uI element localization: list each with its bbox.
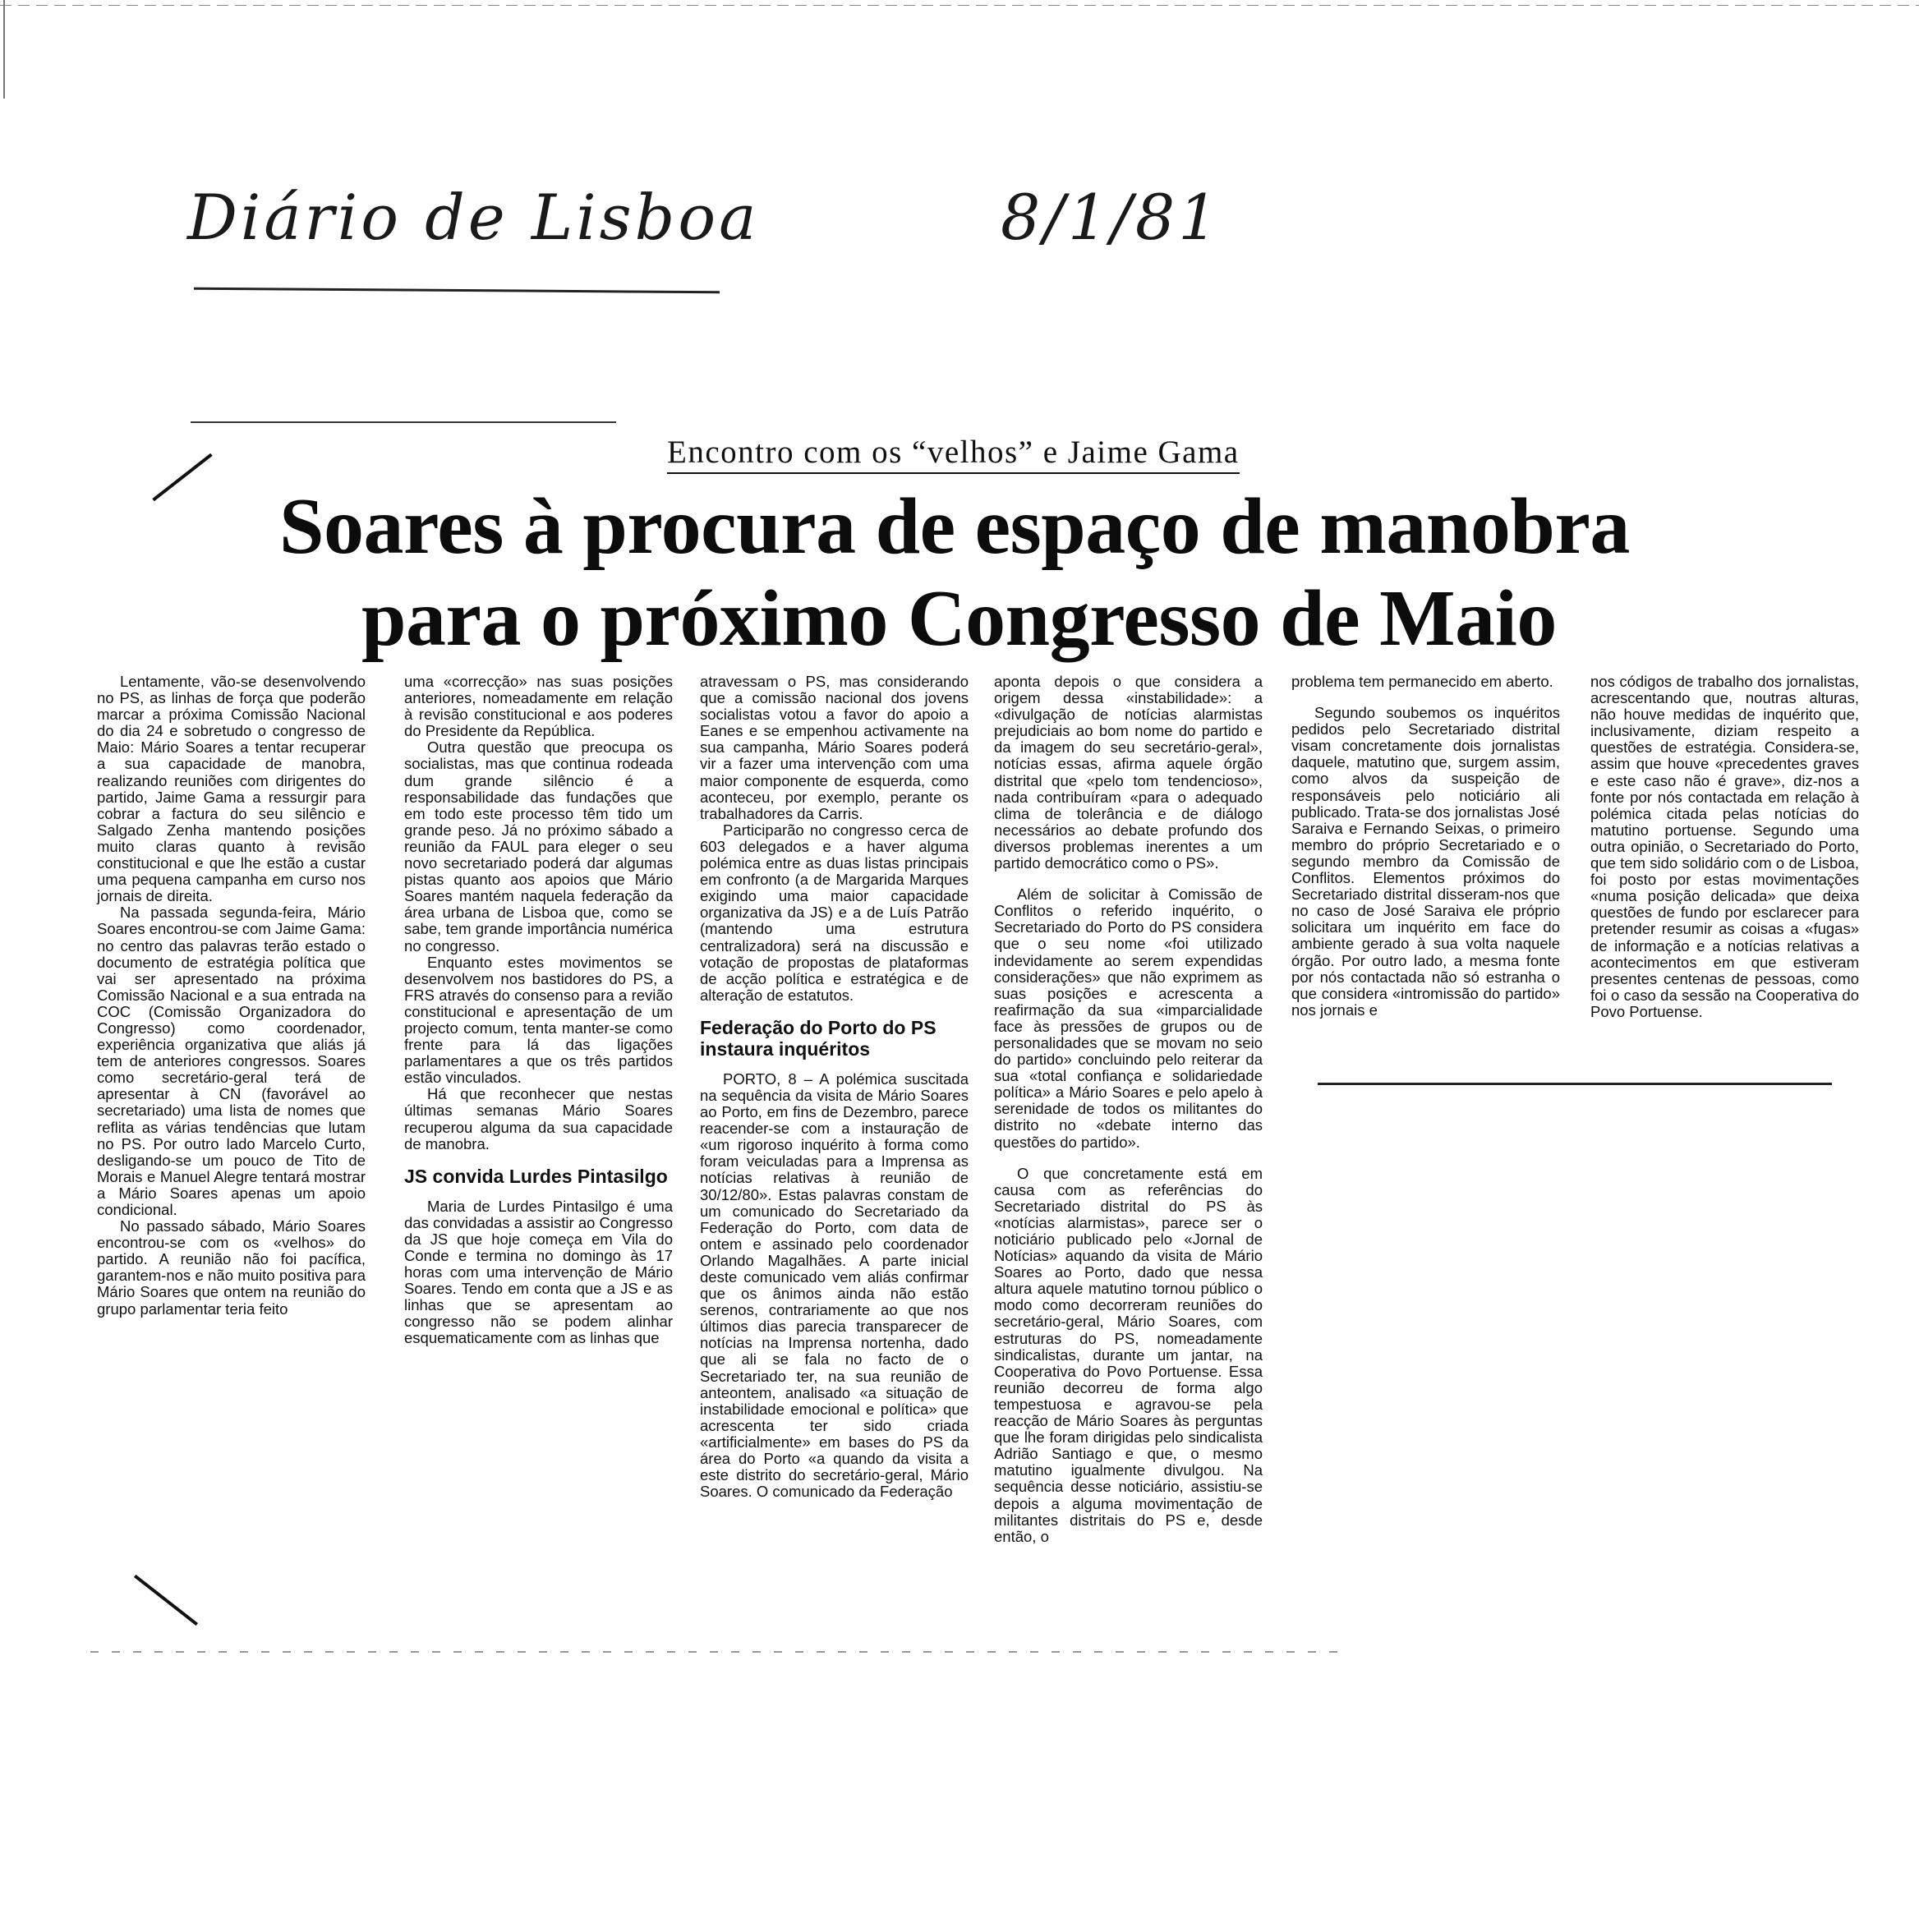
- paragraph: nos códigos de trabalho dos jornalistas, acrescentando que, noutras alturas, não houve medidas de inquérito que, inclusivamente, diziam respeito a questões de estratégia. Considera-se, assim que houve «precedentes graves e este caso não é grave», diz-nos a fonte por nós contactada em relação à polémica citada pelas notícias do matutino portuense. Segundo uma outra opinião, o Secretariado do Porto, que tem sido solidário com o de Lisboa, foi posto por estas movimentações «numa posição delicada» que deixa questões de fundo por esclarecer para pretender resumir as coisas a «fugas» de informação e a notícias relativas a acontecimentos em que estiveram presentes centenas de pessoas, como foi o caso da sessão na Cooperativa do Povo Portuense.: [1590, 673, 1859, 1020]
- paragraph: Segundo soubemos os inquéritos pedidos pelo Secretariado distrital visam concretamente dois jornalistas daquele, matutino que, surgem assim, como alvos da suspeição de responsáveis pelo noticiário ali publicado. Trata-se dos jornalistas José Saraiva e Fernando Seixas, o primeiro membro do próprio Secretariado e o segundo membro da Comissão de Conflitos. Elementos próximos do Secretariado distrital disseram-nos que no caso de José Saraiva ele próprio solicitara um inquérito em face do ambiente gerado à sua volta naquele órgão. Por outro lado, a mesma fonte por nós contactada não só estranha o que considera «intromissão do partido» nos jornais e: [1291, 704, 1560, 1019]
- paragraph: Além de solicitar à Comissão de Conflitos o referido inquérito, o Secretariado do Porto do PS considera que o seu nome «foi utilizado indevidamente ao serem expendidas considerações» que não exprimem as suas posições e acrescenta a reafirmação da sua «imparcialidade face às pressões de grupos ou de personalidades que se movam no seio do partido» concluindo pelo reiterar da sua «total confiança e solidariedade política» a Mário Soares e pelo apelo à serenidade de todos os militantes do distrito no «debate interno das questões do partido».: [994, 886, 1263, 1151]
- headline-line-2: para o próximo Congresso de Maio: [361, 574, 1557, 663]
- paragraph: problema tem permanecido em aberto.: [1291, 673, 1553, 690]
- paragraph: No passado sábado, Mário Soares encontrou-se com os «velhos» do partido. A reunião não foi pacífica, garantem-nos e não muito positiva para Mário Soares que ontem na reunião do grupo parlamentar teria feito: [97, 1217, 366, 1318]
- article-column-4: [994, 674, 1263, 1545]
- paragraph: Há que reconhecer que nestas últimas semanas Mário Soares recuperou alguma da sua capacidade de manobra.: [404, 1085, 673, 1152]
- paragraph: Na passada segunda-feira, Mário Soares encontrou-se com Jaime Gama: no centro das palavras terão estado o documento de estratégia política que vai ser apresentado na próxima Comissão Nacional e a sua entrada na COC (Comissão Organizadora do Congresso) como coordenador, experiência organizativa que aliás já tem de anteriores congressos. Soares como secretário-geral terá de apresentar à CN (favorável ao secretariado) uma lista de nomes que reflita as várias tendências que lutam no PS. Por outro lado Marcelo Curto, desligando-se um pouco de Tito de Morais e Manuel Alegre tentará mostrar a Mário Soares apenas um apoio condicional.: [97, 904, 366, 1218]
- paragraph: Outra questão que preocupa os socialistas, mas que continua rodeada dum grande silêncio é a responsabilidade das fundações que em todo este processo têm tido um grande peso. Já no próximo sábado a reunião da FAUL para eleger o seu novo secretariado poderá dar algumas pistas quanto aos apoios que Mário Soares mantém naquela federação da área urbana de Lisboa que, como se sabe, tem grande importância numérica no congresso.: [404, 738, 673, 954]
- paragraph: PORTO, 8 – A polémica suscitada na sequência da visita de Mário Soares ao Porto, em fins de Dezembro, parece reacender-se com a instauração de «um rigoroso inquérito à forma como foram veiculadas para a Imprensa as notícias relativas à reunião de 30/12/80». Estas palavras constam de um comunicado do Secretariado da Federação do Porto, com data de ontem e assinado pelo coordenador Orlando Magalhães. A parte inicial deste comunicado vem aliás confirmar que os ânimos ainda não estão serenos, contrariamente ao que nos últimos dias parecia transparecer de notícias na Imprensa nortenha, dado que ali se fala no facto de o Secretariado ter, na sua reunião de anteontem, analisado «a situação de instabilidade emocional e política» que acrescenta ter sido criada «artificialmente» em bases do PS da área do Porto «a quando da visita a este distrito do secretário-geral, Mário Soares. O comunicado da Federação: [700, 1070, 969, 1501]
- article-kicker: Encontro com os “velhos” e Jaime Gama: [667, 434, 1240, 474]
- header-rule: [191, 421, 616, 423]
- article-end-rule: [1318, 1083, 1832, 1085]
- handwritten-underline: [194, 288, 720, 293]
- paragraph: uma «correcção» nas suas posições anteriores, nomeadamente em relação à revisão constitucional e aos poderes do Presidente da República.: [404, 673, 673, 740]
- scan-edge-left: [3, 0, 5, 99]
- scan-edge-top: [0, 5, 1919, 6]
- headline-line-1: Soares à procura de espaço de manobra: [279, 482, 1630, 571]
- handwritten-source: Diário de Lisboa: [187, 181, 760, 254]
- article-column-5: [1291, 674, 1560, 1019]
- paragraph: atravessam o PS, mas considerando que a comissão nacional dos jovens socialistas votou a favor do apoio a Eanes e se empenhou activamente na sua campanha, Mário Soares poderá vir a fazer uma intervenção com uma maior componente de esquerda, como aconteceu, por exemplo, perante os trabalhadores da Carris.: [700, 673, 969, 822]
- paragraph: O que concretamente está em causa com as referências do Secretariado distrital do PS às «notícias alarmistas», parece ser o noticiário publicado pelo «Jornal de Notícias» aquando da visita de Mário Soares ao Porto, dado que nessa altura aquele matutino tornou público o modo como decorreram reuniões do secretário-geral, Mário Soares, com estruturas do PS, nomeadamente sindicalistas, durante um jantar, na Cooperativa do Povo Portuense. Essa reunião decorreu de forma algo tempestuosa e agravou-se pela reacção de Mário Soares às perguntas que lhe foram dirigidas pelo sindicalista Adrião Santiago e que, o mesmo matutino igualmente divulgou. Na sequência desse noticiário, assistiu-se depois a alguma movimentação de militantes distritais do PS e, desde então, o: [994, 1164, 1263, 1545]
- subheading-js: JS convida Lurdes Pintasilgo: [404, 1165, 668, 1187]
- article-column-1: [97, 674, 366, 1318]
- handwritten-date: 8/1/81: [1001, 181, 1222, 254]
- pen-mark-top: [152, 453, 212, 502]
- subheading-porto: Federação do Porto do PS instaura inquéritos: [700, 1016, 936, 1060]
- paragraph: Maria de Lurdes Pintasilgo é uma das convidadas a assistir ao Congresso da JS que hoje começa em Vila do Conde e termina no domingo às 17 horas com uma intervenção de Mário Soares. Tendo em conta que a JS e as linhas que se apresentam ao congresso não se podem alinhar esquematicamente com as linhas que: [404, 1197, 674, 1347]
- scan-edge-bottom: [90, 1651, 1339, 1653]
- article-column-6: [1590, 674, 1859, 1020]
- pen-mark-bottom: [134, 1575, 198, 1626]
- paragraph: Participarão no congresso cerca de 603 delegados e a haver alguma polémica entre as duas listas principais em confronto (a de Margarida Marques exigindo uma maior capacidade organizativa da JS) e a de Luís Patrão (mantendo uma estrutura centralizadora) será na discussão e votação de propostas de plataformas de acção política e estratégica e de alteração de estatutos.: [700, 821, 969, 1004]
- paragraph: Enquanto estes movimentos se desenvolvem nos bastidores do PS, a FRS através do consenso para a revião constitucional e apresentação de um projecto comum, tenta manter-se como frente para lá das ligações parlamentares a que os três partidos estão vinculados.: [404, 953, 673, 1087]
- article-column-2: [404, 674, 673, 1347]
- paragraph: aponta depois o que considera a origem dessa «instabilidade»: a «divulgação de notícias alarmistas prejudiciais ao bom nome do partido e da imagem do seu secretário-geral», notícias essas, afirma aquele órgão distrital que «pelo tom tendencioso», nada contribuíram «para o adequado clima de tolerância e de diálogo necessários ao debate profundo dos diversos problemas inerentes a um partido democrático como o PS».: [994, 673, 1263, 872]
- paragraph: Lentamente, vão-se desenvolvendo no PS, as linhas de força que poderão marcar a próxima Comissão Nacional do dia 24 e sobretudo o congresso de Maio: Mário Soares a tentar recuperar a sua capacidade de manobra, realizando reuniões com dirigentes do partido, Jaime Gama a ressurgir para cobrar a factura do seu silêncio e Salgado Zenha mantendo posições muito claras quanto à revisão constitucional e que lhe estão a custar uma pequena campanha em curso nos jornais de direita.: [97, 673, 366, 905]
- article-column-3: [700, 674, 969, 1500]
